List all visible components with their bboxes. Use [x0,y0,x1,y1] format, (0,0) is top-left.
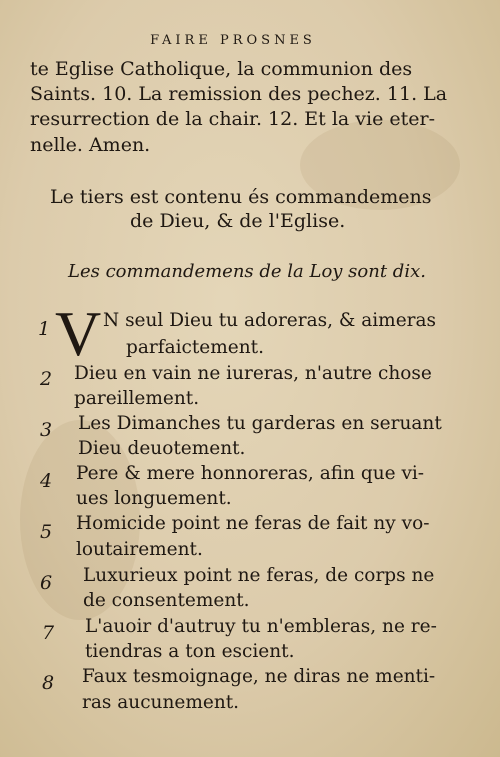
commandments-title: Les commandemens de la Loy sont dix. [68,261,426,282]
commandment-line: Luxurieux point ne feras, de corps ne [83,565,435,586]
commandment-line: tiendras a ton escient. [85,641,295,662]
commandment-number: 4 [40,470,53,492]
creed-line: nelle. Amen. [30,134,151,156]
commandment-line: Homicide point ne feras de fait ny vo- [76,513,430,534]
section-heading-line: de Dieu, & de l'Eglise. [130,210,346,232]
commandment-line: ues longuement. [76,488,232,509]
commandment-line: ras aucunement. [82,692,240,713]
drop-cap: V [55,298,102,369]
running-head: FAIRE PROSNES [150,33,316,48]
commandment-number: 3 [40,419,53,441]
commandment-line: Dieu en vain ne iureras, n'autre chose [74,363,432,384]
commandment-number: 8 [42,672,55,694]
creed-line: te Eglise Catholique, la communion des [30,58,413,80]
commandment-number: 1 [38,318,51,340]
commandment-number: 5 [40,521,53,543]
commandment-line: Dieu deuotement. [78,438,246,459]
commandment-number: 2 [40,368,53,390]
creed-line: resurrection de la chair. 12. Et la vie eter- [30,108,436,130]
commandment-line: L'auoir d'autruy tu n'embleras, ne re- [85,616,437,637]
commandment-line: parfaictement. [126,337,264,358]
commandment-line: de consentement. [83,590,250,611]
creed-line: Saints. 10. La remission des pechez. 11. La [30,83,448,105]
commandment-number: 6 [40,572,53,594]
commandment-line: Faux tesmoignage, ne diras ne menti- [82,666,436,687]
commandment-line: pareillement. [74,388,200,409]
commandment-line: N seul Dieu tu adoreras, & aimeras [103,310,437,331]
commandment-line: Les Dimanches tu garderas en seruant [78,413,442,434]
commandment-number: 7 [42,622,55,644]
commandment-line: Pere & mere honnoreras, afin que vi- [76,463,425,484]
section-heading-line: Le tiers est contenu és commandemens [50,186,432,208]
commandment-line: loutairement. [76,539,203,560]
